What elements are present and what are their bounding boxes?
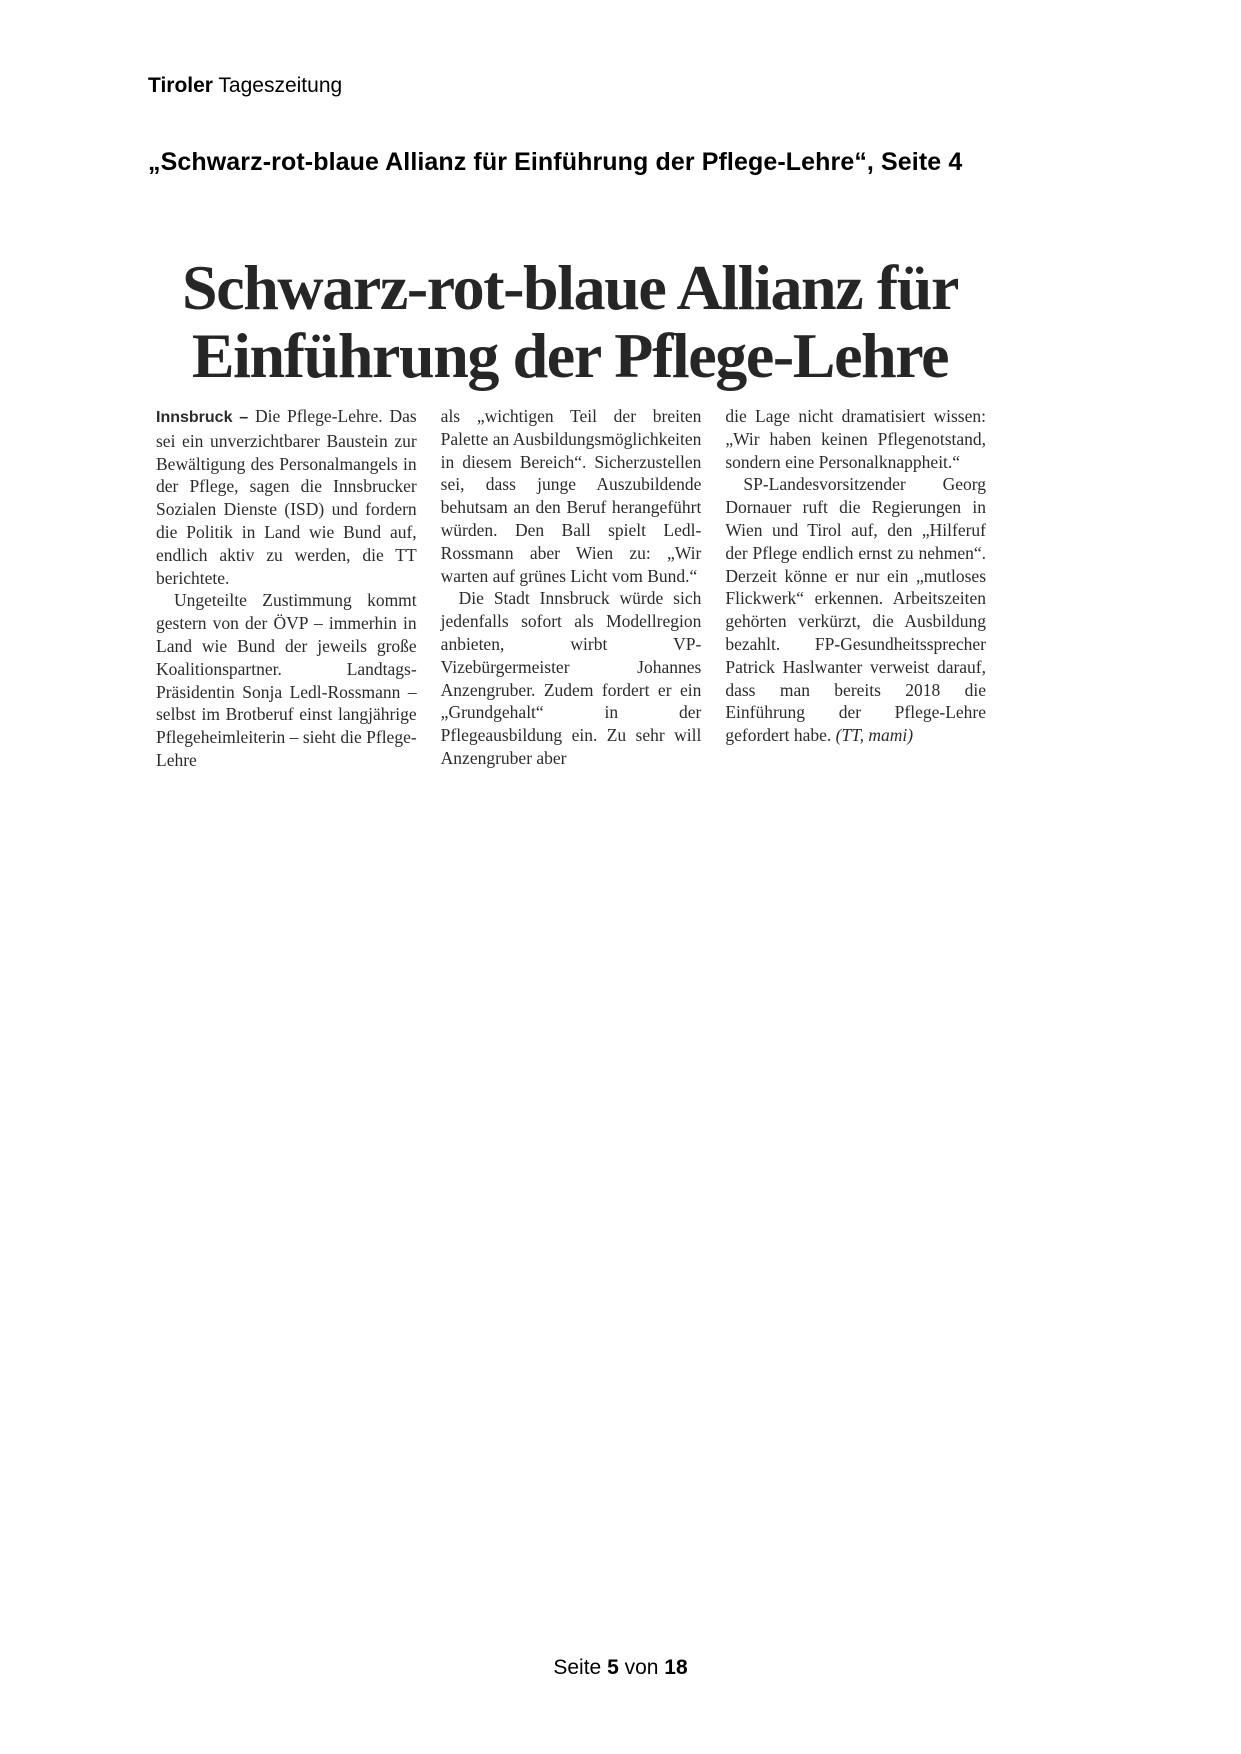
article-column-3: [725, 405, 986, 772]
page-separator: von: [618, 1656, 665, 1679]
publication-name-rest: Tageszeitung: [212, 74, 343, 97]
paragraph: Ungeteilte Zustimmung kommt gestern von der ÖVP – immerhin in Land wie Bund der jeweils große Koalitionspartner. Landtags-Präsidentin Sonja Ledl-Rossmann – selbst im Brotberuf einst langjährige Pflegeheimleiterin – sieht die Pflege-Lehre: [156, 590, 417, 770]
article-headline: [150, 250, 990, 390]
paragraph: [725, 473, 986, 747]
paragraph-text: SP-Landesvorsitzender Georg Dornauer ruft die Regierungen in Wien und Tirol auf, den „Hilferuf der Pflege endlich ernst zu nehmen“. Derzeit könne er nur ein „mutloses Flickwerk“ erkennen. Arbeitszeiten gehörten verkürzt, die Ausbildung bezahlt. FP-Gesundheitssprecher Patrick Haslwanter verweist darauf, dass man bereits 2018 die Einführung der Pflege-Lehre gefordert habe.: [725, 474, 987, 746]
page-prefix: Seite: [553, 1656, 608, 1679]
page-footer: [0, 1656, 1241, 1680]
article-column-2: [441, 405, 702, 772]
publication-header: [148, 74, 342, 98]
paragraph: Die Stadt Innsbruck würde sich jedenfalls sofort als Modellregion anbieten, wirbt VP-Vizebürgermeister Johannes Anzengruber. Zudem fordert er ein „Grundgehalt“ in der Pflegeausbildung ein. Zu sehr will Anzengruber aber: [440, 588, 702, 768]
article-columns: [156, 405, 986, 772]
publication-name-bold: Tiroler: [148, 74, 213, 97]
article-column-1: [156, 405, 417, 772]
headline-line-2: Einführung der Pflege-Lehre: [191, 320, 949, 391]
page-total: 18: [664, 1656, 688, 1679]
paragraph: die Lage nicht dramatisiert wissen: „Wir haben keinen Pflegenotstand, sondern eine Personalknappheit.“: [725, 406, 987, 472]
newspaper-clipping: [150, 250, 990, 830]
document-title: „Schwarz-rot-blaue Allianz für Einführung der Pflege-Lehre“, Seite 4: [148, 148, 963, 176]
page-number: 5: [607, 1656, 619, 1679]
byline: (TT, mami): [831, 725, 914, 746]
headline-line-1: Schwarz-rot-blaue Allianz für: [182, 252, 958, 323]
paragraph-text: Die Pflege-Lehre. Das sei ein unverzichtbarer Baustein zur Bewältigung des Personalmangels in der Pflege, sagen die Innsbrucker Sozialen Dienste (ISD) und fordern die Politik in Land wie Bund auf, endlich aktiv zu werden, die TT berichtete.: [156, 406, 417, 588]
dateline: Innsbruck –: [156, 409, 249, 426]
paragraph: [156, 405, 417, 589]
paragraph: als „wichtigen Teil der breiten Palette an Ausbildungsmöglichkeiten in diesem Bereich“. Sicherzustellen sei, dass junge Auszubildende behutsam an den Beruf herangeführt würden. Den Ball spielt Ledl-Rossmann aber Wien zu: „Wir warten auf grünes Licht vom Bund.“: [440, 406, 702, 586]
